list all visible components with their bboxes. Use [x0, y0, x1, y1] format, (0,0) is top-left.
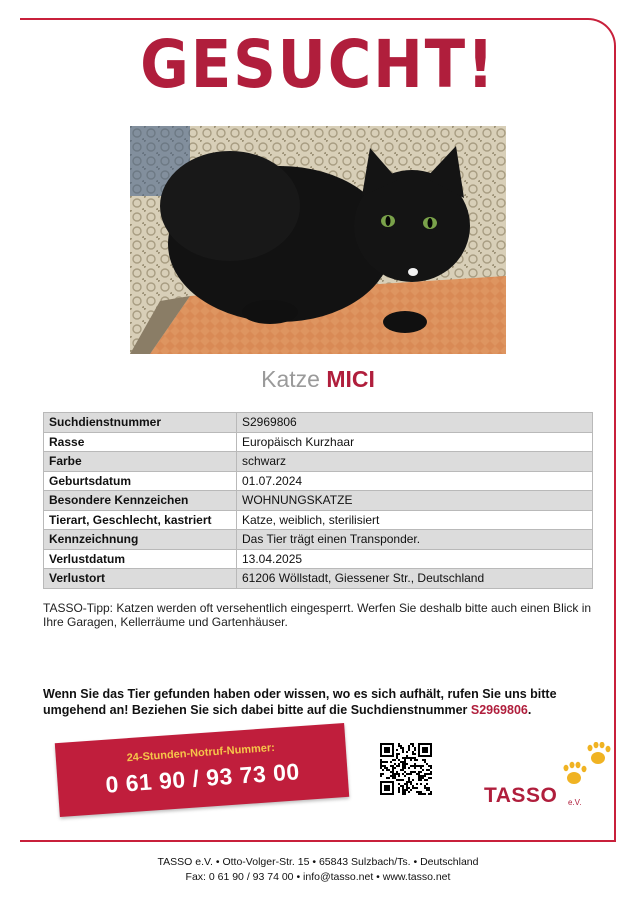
footer [0, 855, 636, 885]
poster-title: GESUCHT! [140, 26, 496, 103]
detail-value: Europäisch Kurzhaar [237, 432, 593, 452]
pet-name-heading [0, 368, 636, 391]
paw-icon [558, 742, 612, 790]
detail-value: schwarz [237, 452, 593, 472]
cat-photo [130, 126, 506, 354]
callout-end: . [527, 703, 532, 717]
table-row [44, 569, 593, 589]
hotline-label: 24-Stunden-Notruf-Nummer: [126, 741, 276, 765]
detail-label: Suchdienstnummer [44, 413, 237, 433]
hotline-phone[interactable]: 0 61 90 / 93 73 00 [104, 758, 301, 798]
detail-label: Verlustort [44, 569, 237, 589]
detail-value: 61206 Wöllstadt, Giessener Str., Deutschland [237, 569, 593, 589]
detail-label: Kennzeichnung [44, 530, 237, 550]
detail-label: Geburtsdatum [44, 471, 237, 491]
tasso-tip: TASSO-Tipp: Katzen werden oft versehentlich eingesperrt. Werfen Sie deshalb bitte auch einen Blick in Ihre Garagen, Kellerräume und Gartenhäuser. [43, 601, 592, 629]
logo-word: TASSO [484, 784, 558, 807]
detail-label: Farbe [44, 452, 237, 472]
detail-label: Verlustdatum [44, 549, 237, 569]
detail-value: Katze, weiblich, sterilisiert [237, 510, 593, 530]
contact-callout [43, 686, 603, 718]
detail-value: 13.04.2025 [237, 549, 593, 569]
pet-name: MICI [326, 366, 375, 392]
detail-value: S2969806 [237, 413, 593, 433]
details-table [43, 412, 593, 589]
table-row [44, 471, 593, 491]
detail-value: 01.07.2024 [237, 471, 593, 491]
qr-code-icon[interactable] [380, 743, 432, 795]
table-row [44, 413, 593, 433]
callout-text: Wenn Sie das Tier gefunden haben oder wissen, wo es sich aufhält, rufen Sie uns bitte umgehend an! Beziehen Sie sich dabei bitte auf die Suchdienstnummer [43, 687, 557, 717]
table-row [44, 549, 593, 569]
detail-label: Rasse [44, 432, 237, 452]
pet-kind: Katze [261, 366, 320, 392]
callout-number: S2969806 [470, 703, 528, 717]
footer-address: TASSO e.V. • Otto-Volger-Str. 15 • 65843 Sulzbach/Ts. • Deutschland [157, 856, 479, 868]
footer-contact: Fax: 0 61 90 / 93 74 00 • info@tasso.net • www.tasso.net [185, 871, 451, 883]
detail-label: Besondere Kennzeichen [44, 491, 237, 511]
table-row [44, 432, 593, 452]
table-row [44, 491, 593, 511]
table-row [44, 510, 593, 530]
detail-label: Tierart, Geschlecht, kastriert [44, 510, 237, 530]
logo-suffix: e.V. [568, 798, 582, 807]
table-row [44, 530, 593, 550]
tasso-logo [480, 742, 610, 812]
detail-value: WOHNUNGSKATZE [237, 491, 593, 511]
table-row [44, 452, 593, 472]
detail-value: Das Tier trägt einen Transponder. [237, 530, 593, 550]
